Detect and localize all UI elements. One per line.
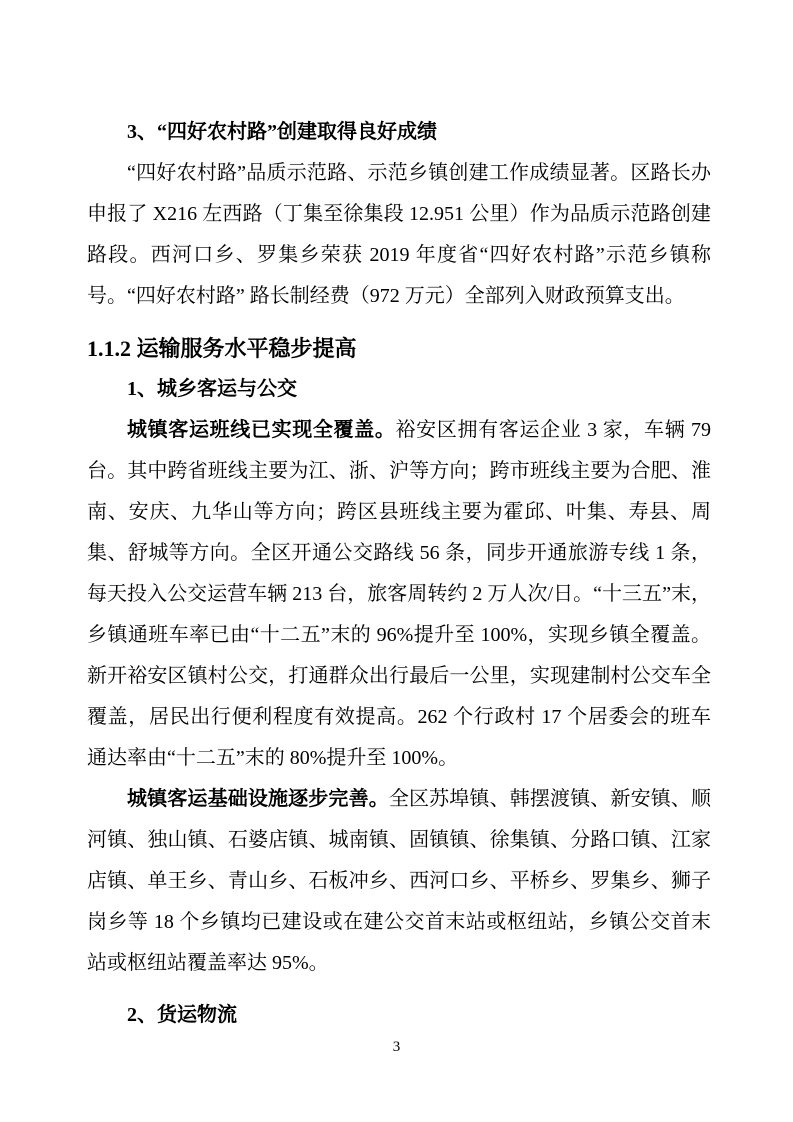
page-number: 3 bbox=[392, 1039, 401, 1055]
heading-four-good-rural-roads: 3、“四好农村路”创建取得良好成绩 bbox=[127, 121, 437, 143]
paragraph-four-good-rural-roads: “四好农村路”品质示范路、示范乡镇创建工作成绩显著。区路长办申报了 X216 左西路（丁集至徐集段 12.951 公里）作为品质示范路创建路段。西河口乡、罗集乡荣获 2019 年度省“四好农村路”示范乡镇称号。“四好农村路” 路长制经费（972 万元）全部列入财政预算支出。 bbox=[87, 162, 711, 307]
heading-urban-rural-passenger-transit: 1、城乡客运与公交 bbox=[127, 378, 297, 400]
paragraph-bus-line-coverage-lead: 城镇客运班线已实现全覆盖。 bbox=[127, 419, 396, 441]
paragraph-bus-line-coverage bbox=[87, 410, 711, 779]
paragraph-transit-infrastructure-lead: 城镇客运基础设施逐步完善。 bbox=[127, 788, 389, 810]
paragraph-bus-line-coverage-body: 裕安区拥有客运企业 3 家，车辆 79 台。其中跨省班线主要为江、浙、沪等方向；跨市班线主要为合肥、淮南、安庆、九华山等方向；跨区县班线主要为霍邱、叶集、寿县、周集、舒城等方向。全区开通公交路线 56 条，同步开通旅游专线 1 条，每天投入公交运营车辆 213 台，旅客周转约 2 万人次/日。“十三五”末，乡镇通班车率已由“十二五”末的 96%提升至 100%，实现乡镇全覆盖。新开裕安区镇村公交，打通群众出行最后一公里，实现建制村公交车全覆盖，居民出行便利程度有效提高。262 个行政村 17 个居委会的班车通达率由“十二五”末的 80%提升至 100%。 bbox=[87, 419, 712, 769]
page-content bbox=[87, 112, 711, 1036]
paragraph-transit-infrastructure-body: 全区苏埠镇、韩摆渡镇、新安镇、顺河镇、独山镇、石婆店镇、城南镇、固镇镇、徐集镇、分路口镇、江家店镇、单王乡、青山乡、石板冲乡、西河口乡、平桥乡、罗集乡、狮子岗乡等 18 个乡镇均已建设或在建公交首末站或枢纽站，乡镇公交首末站或枢纽站覆盖率达 95%。 bbox=[87, 788, 712, 974]
heading-1-1-2-transport-service: 1.1.2 运输服务水平稳步提高 bbox=[87, 336, 357, 361]
heading-freight-logistics: 2、货运物流 bbox=[127, 1004, 237, 1026]
paragraph-transit-infrastructure bbox=[87, 779, 711, 984]
